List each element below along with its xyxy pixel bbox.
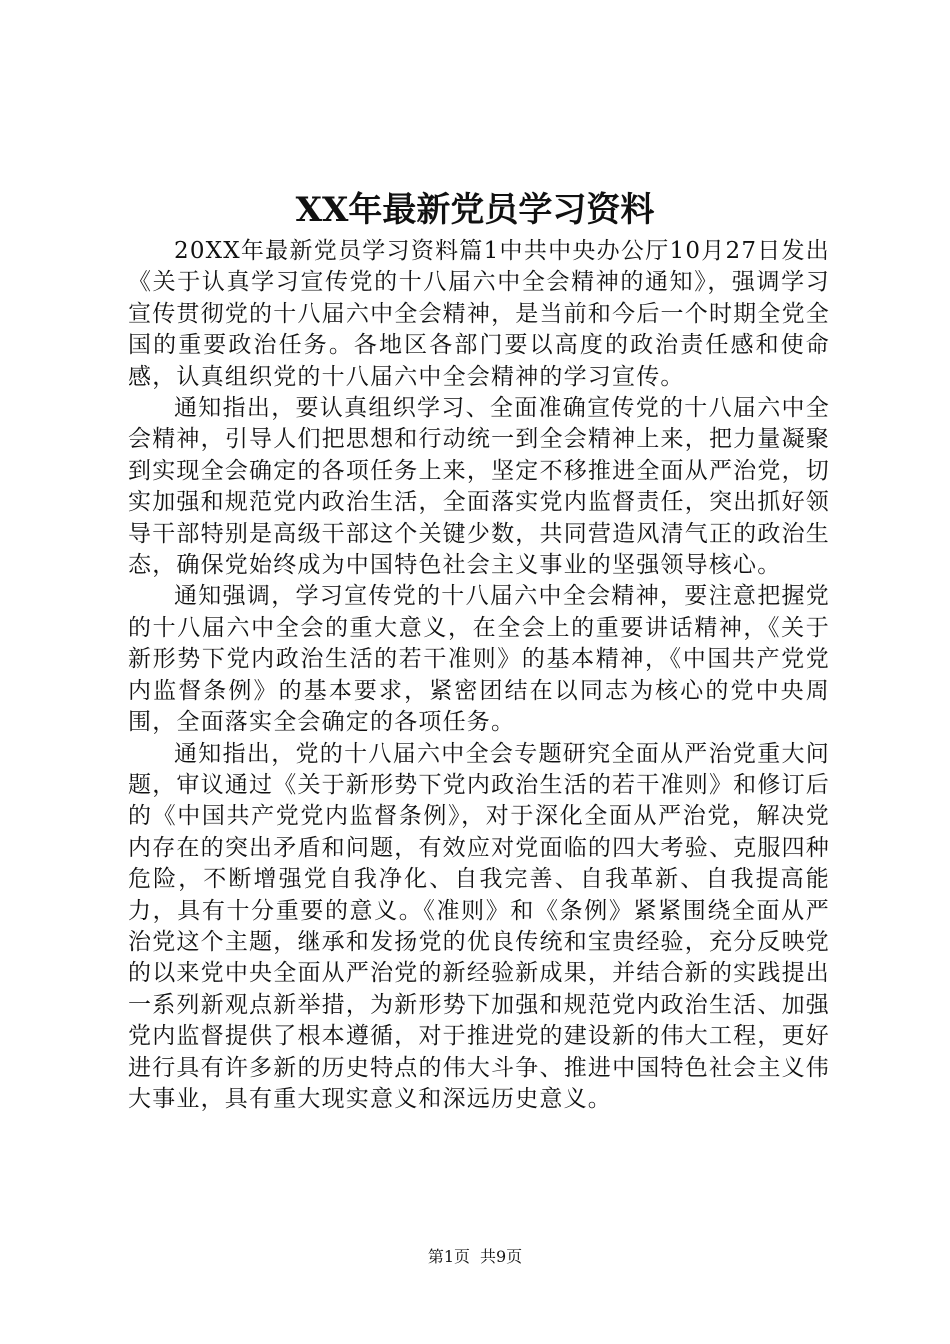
paragraph-4: 通知指出，党的十八届六中全会专题研究全面从严治党重大问题，审议通过《关于新形势下党内政治生活的若干准则》和修订后的《中国共产党党内监督条例》，对于深化全面从严治党，解决党内存在的突出矛盾和问题，有效应对党面临的四大考验、克服四种危险，不断增强党自我净化、自我完善、自我革新、自我提高能力，具有十分重要的意义。《准则》和《条例》紧紧围绕全面从严治党这个主题，继承和发扬党的优良传统和宝贵经验，充分反映党的以来党中央全面从严治党的新经验新成果，并结合新的实践提出一系列新观点新举措，为新形势下加强和规范党内政治生活、加强党内监督提供了根本遵循，对于推进党的建设新的伟大工程，更好进行具有许多新的历史特点的伟大斗争、推进中国特色社会主义伟大事业，具有重大现实意义和深远历史意义。 [128,740,830,1112]
document-body [128,236,830,1115]
page-number-current: 第1页 [427,1247,470,1266]
page-number-total: 共9页 [480,1247,523,1266]
paragraph-3: 通知强调，学习宣传党的十八届六中全会精神，要注意把握党的十八届六中全会的重大意义，在全会上的重要讲话精神，《关于新形势下党内政治生活的若干准则》的基本精神，《中国共产党党内监督条例》的基本要求，紧密团结在以同志为核心的党中央周围，全面落实全会确定的各项任务。 [128,583,830,736]
paragraph-2: 通知指出，要认真组织学习、全面准确宣传党的十八届六中全会精神，引导人们把思想和行动统一到全会精神上来，把力量凝聚到实现全会确定的各项任务上来，坚定不移推进全面从严治党，切实加强和规范党内政治生活，全面落实党内监督责任，突出抓好领导干部特别是高级干部这个关键少数，共同营造风清气正的政治生态，确保党始终成为中国特色社会主义事业的坚强领导核心。 [128,395,830,579]
paragraph-1: 20XX年最新党员学习资料篇1中共中央办公厅10月27日发出《关于认真学习宣传党的十八届六中全会精神的通知》，强调学习宣传贯彻党的十八届六中全会精神，是当前和今后一个时期全党全国的重要政治任务。各地区各部门要以高度的政治责任感和使命感，认真组织党的十八届六中全会精神的学习宣传。 [128,238,830,390]
document-title: XX年最新党员学习资料 [295,190,655,230]
page-footer [0,1246,950,1268]
